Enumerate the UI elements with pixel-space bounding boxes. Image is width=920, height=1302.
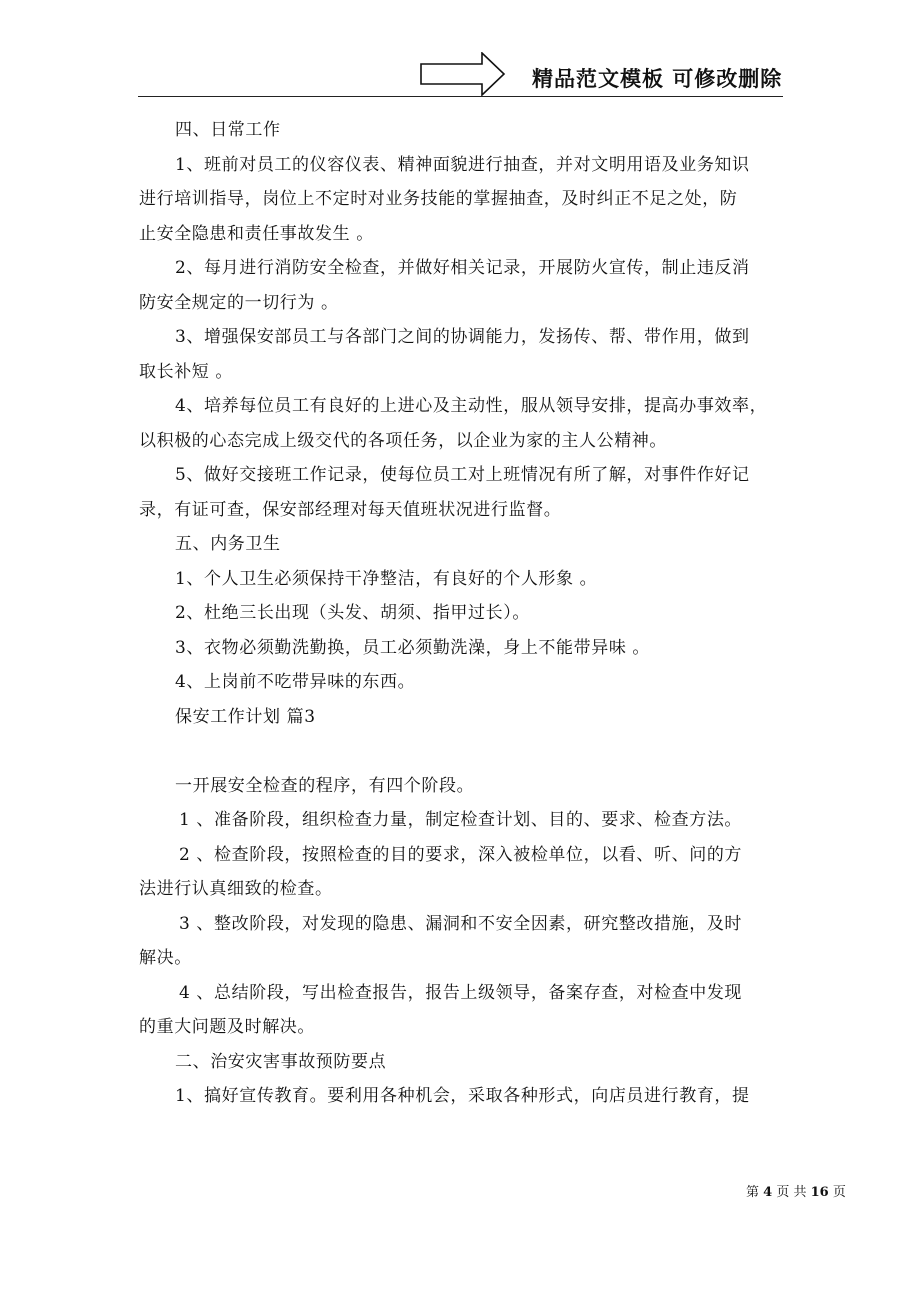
paragraph-line: 进行培训指导，岗位上不定时对业务技能的掌握抽查，及时纠正不足之处，防	[139, 189, 738, 209]
paragraph-line: 取长补短 。	[139, 361, 234, 382]
document-body	[139, 113, 789, 1114]
paragraph-line: 3、衣物必须勤洗勤换，员工必须勤洗澡，身上不能带异味 。	[175, 637, 651, 658]
header-divider	[138, 96, 783, 97]
page-number	[746, 1181, 846, 1200]
current-page: 4	[763, 1185, 773, 1200]
blank-line	[139, 734, 789, 769]
paragraph-line: 1、搞好宣传教育。要利用各种机会，采取各种形式，向店员进行教育，提	[175, 1086, 750, 1106]
paragraph-line: 防安全规定的一切行为 。	[139, 292, 339, 313]
paragraph-line: 4、上岗前不吃带异味的东西。	[175, 672, 416, 692]
paragraph-line: 3、增强保安部员工与各部门之间的协调能力，发扬传、帮、带作用，做到	[175, 327, 750, 347]
paragraph-line: 2 、检查阶段，按照检查的目的要求，深入被检单位，以看、听、问的方	[179, 844, 743, 865]
paragraph-line: 2、每月进行消防安全检查，并做好相关记录，开展防火宣传，制止违反消	[175, 258, 750, 278]
paragraph-line: 1 、准备阶段，组织检查力量，制定检查计划、目的、要求、检查方法。	[179, 810, 743, 830]
paragraph-line: 2、杜绝三长出现（头发、胡须、指甲过长）。	[175, 603, 530, 623]
paragraph-line: 录，有证可查，保安部经理对每天值班状况进行监督。	[139, 499, 562, 520]
paragraph-line: 解决。	[139, 948, 192, 968]
header-title: 精品范文模板 可修改删除	[532, 67, 783, 91]
section-heading: 五、内务卫生	[175, 534, 281, 554]
paragraph-line: 4、培养每位员工有良好的上进心及主动性，服从领导安排，提高办事效率，	[175, 396, 768, 416]
section-heading: 二、治安灾害事故预防要点	[175, 1051, 387, 1072]
section-heading: 四、日常工作	[175, 120, 281, 140]
page-prefix: 第	[746, 1185, 760, 1200]
page-middle: 页 共	[776, 1185, 807, 1200]
article-title: 保安工作计划 篇3	[175, 706, 316, 727]
total-pages: 16	[810, 1185, 829, 1200]
paragraph-line: 的重大问题及时解决。	[139, 1017, 315, 1037]
paragraph-line: 1、个人卫生必须保持干净整洁，有良好的个人形象 。	[175, 568, 598, 589]
paragraph-line: 法进行认真细致的检查。	[139, 879, 333, 899]
paragraph-line: 1、班前对员工的仪容仪表、精神面貌进行抽查，并对文明用语及业务知识	[175, 154, 750, 175]
paragraph-line: 一开展安全检查的程序，有四个阶段。	[175, 775, 475, 796]
paragraph-line: 止安全隐患和责任事故发生 。	[139, 223, 374, 244]
paragraph-line: 3 、整改阶段，对发现的隐患、漏洞和不安全因素，研究整改措施，及时	[179, 913, 743, 934]
paragraph-line: 5、做好交接班工作记录，使每位员工对上班情况有所了解，对事件作好记	[175, 465, 750, 485]
page-suffix: 页	[832, 1185, 846, 1200]
right-arrow-icon	[420, 52, 506, 96]
paragraph-line: 4 、总结阶段，写出检查报告，报告上级领导，备案存查，对检查中发现	[179, 982, 743, 1003]
paragraph-line: 以积极的心态完成上级交代的各项任务，以企业为家的主人公精神。	[139, 430, 667, 451]
